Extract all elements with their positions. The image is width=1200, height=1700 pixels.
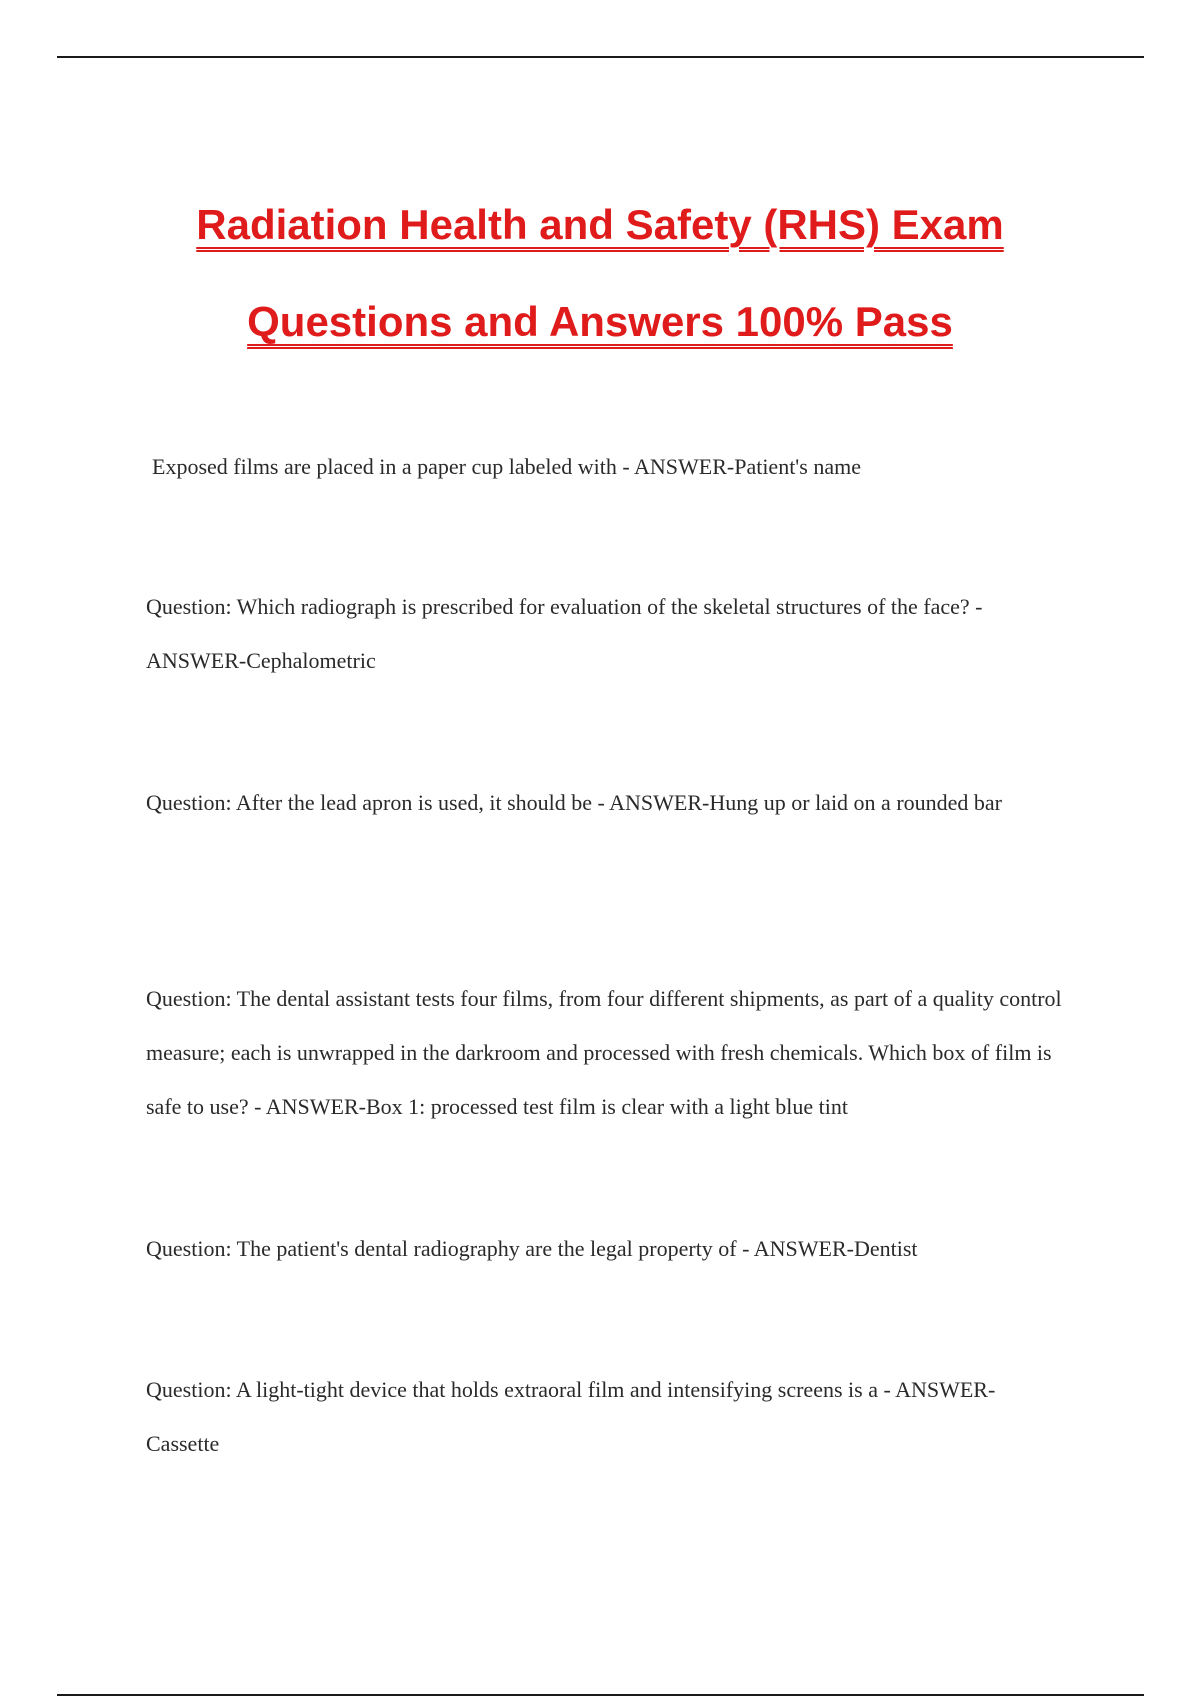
top-rule (57, 56, 1144, 58)
qa-item-3 (146, 776, 1066, 830)
document-title (60, 176, 1140, 370)
qa-item-6 (146, 1363, 1066, 1471)
qa-item-1 (152, 440, 1072, 494)
qa-text: Question: A light-tight device that holds extraoral film and intensifying screens is a - ANSWER-Cassette (146, 1377, 996, 1456)
title-line-2: Questions and Answers 100% Pass (247, 298, 953, 345)
qa-text: Question: After the lead apron is used, it should be - ANSWER-Hung up or laid on a rounded bar (146, 790, 1003, 815)
qa-text: Exposed films are placed in a paper cup labeled with - ANSWER-Patient's name (152, 454, 861, 479)
qa-item-2 (146, 580, 1066, 688)
qa-text: Question: The patient's dental radiography are the legal property of - ANSWER-Dentist (146, 1236, 918, 1261)
title-line-1: Radiation Health and Safety (RHS) Exam (196, 201, 1004, 248)
qa-item-4 (146, 972, 1066, 1134)
qa-item-5 (146, 1222, 1066, 1276)
bottom-rule (57, 1694, 1144, 1696)
qa-text: Question: The dental assistant tests four films, from four different shipments, as part of a quality control measure; each is unwrapped in the darkroom and processed with fresh chemicals. Which box of film is safe to use? - ANSWER-Box 1: processed test film is clear with a light blue tint (146, 986, 1062, 1119)
qa-text: Question: Which radiograph is prescribed for evaluation of the skeletal structures of the face? - ANSWER-Cephalometric (146, 594, 983, 673)
